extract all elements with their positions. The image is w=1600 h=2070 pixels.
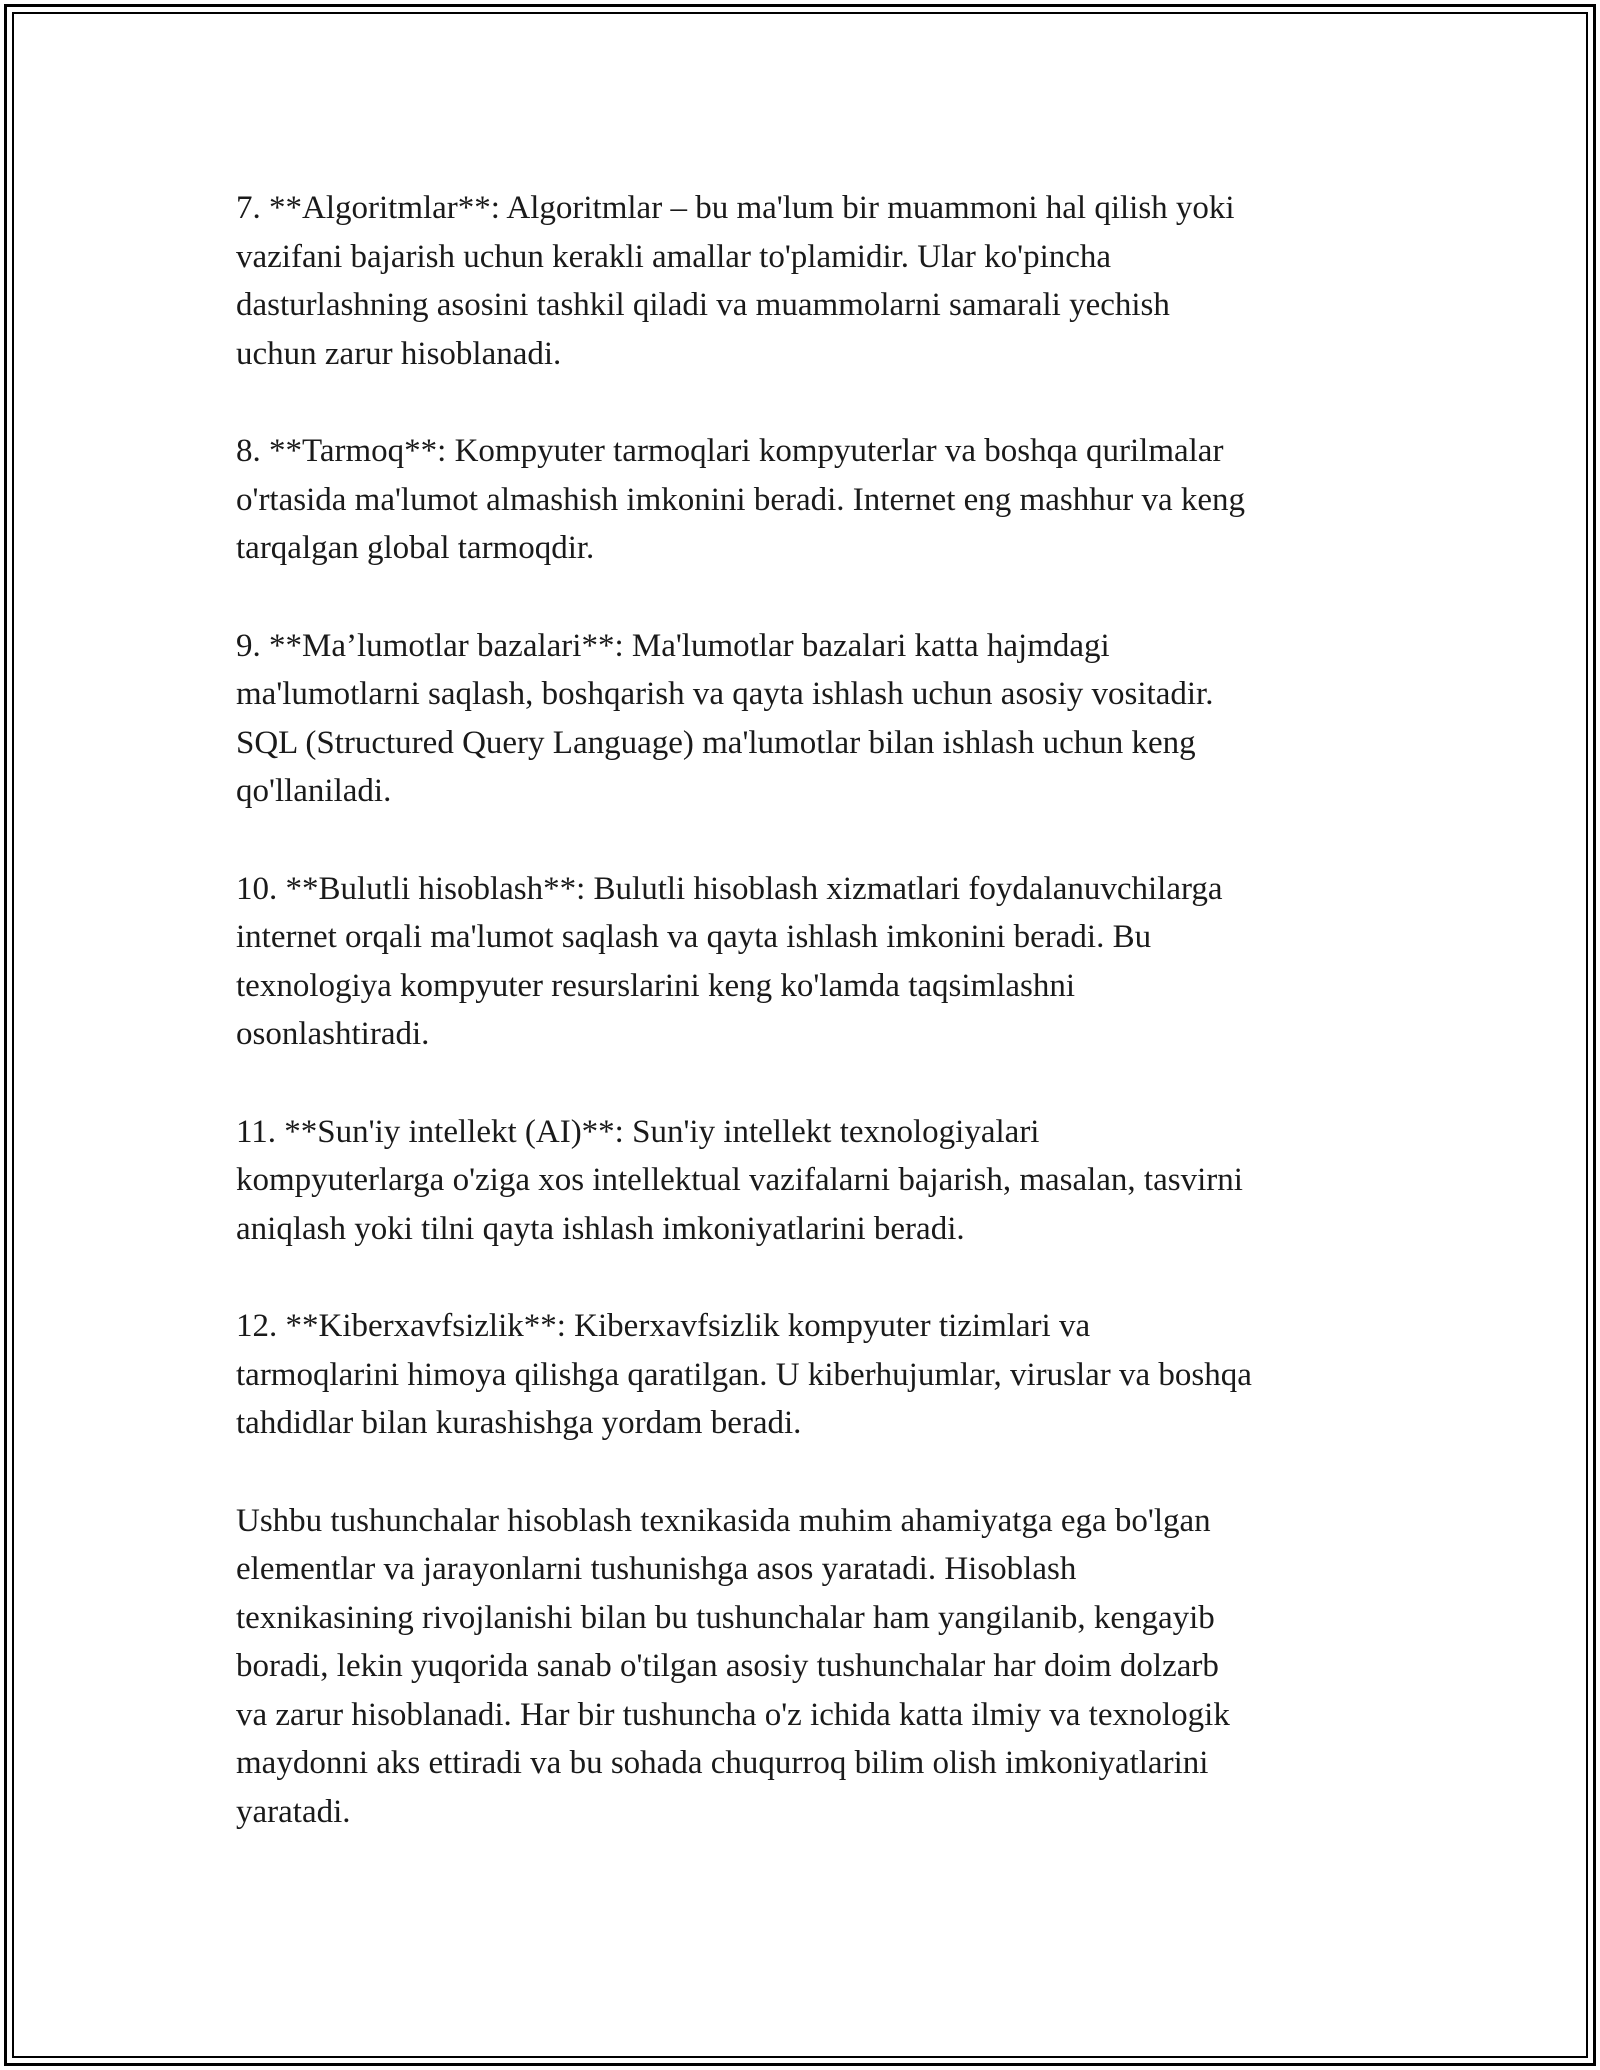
paragraph-tarmoq: 8. **Tarmoq**: Kompyuter tarmoqlari kompyuterlar va boshqa qurilmalar o'rtasida ma'lumot almashish imkonini beradi. Internet eng mashhur va keng tarqalgan global tarmoqdir. [236, 433, 1245, 566]
document-body [236, 184, 1386, 1885]
paragraph-malumotlar-bazalari: 9. **Ma’lumotlar bazalari**: Ma'lumotlar bazalari katta hajmdagi ma'lumotlarni saqlash, boshqarish va qayta ishlash uchun asosiy vositadir. SQL (Structured Query Language) ma'lumotlar bilan ishlash uchun keng qo'llaniladi. [236, 627, 1214, 809]
paragraph-kiberxavfsizlik: 12. **Kiberxavfsizlik**: Kiberxavfsizlik kompyuter tizimlari va tarmoqlarini himoya qilishga qaratilgan. U kiberhujumlar, viruslar va boshqa tahdidlar bilan kurashishga yordam beradi. [236, 1308, 1252, 1441]
paragraph-bulutli-hisoblash: 10. **Bulutli hisoblash**: Bulutli hisoblash xizmatlari foydalanuvchilarga internet orqali ma'lumot saqlash va qayta ishlash imkonini beradi. Bu texnologiya kompyuter resurslarini keng ko'lamda taqsimlashni osonlashtiradi. [236, 870, 1223, 1052]
paragraph-algoritmlar: 7. **Algoritmlar**: Algoritmlar – bu ma'lum bir muammoni hal qilish yoki vazifani bajarish uchun kerakli amallar to'plamidir. Ular ko'pincha dasturlashning asosini tashkil qiladi va muammolarni samarali yechish uchun zarur hisoblanadi. [236, 190, 1235, 372]
paragraph-conclusion: Ushbu tushunchalar hisoblash texnikasida muhim ahamiyatga ega bo'lgan elementlar va jarayonlarni tushunishga asos yaratadi. Hisoblash texnikasining rivojlanishi bilan bu tushunchalar ham yangilanib, kengayib boradi, lekin yuqorida sanab o'tilgan asosiy tushunchalar har doim dolzarb va zarur hisoblanadi. Har bir tushuncha o'z ichida katta ilmiy va texnologik maydonni aks ettiradi va bu sohada chuqurroq bilim olish imkoniyatlarini yaratadi. [236, 1502, 1230, 1830]
paragraph-suniy-intellekt: 11. **Sun'iy intellekt (AI)**: Sun'iy intellekt texnologiyalari kompyuterlarga o'ziga xos intellektual vazifalarni bajarish, masalan, tasvirni aniqlash yoki tilni qayta ishlash imkoniyatlarini beradi. [236, 1113, 1243, 1247]
